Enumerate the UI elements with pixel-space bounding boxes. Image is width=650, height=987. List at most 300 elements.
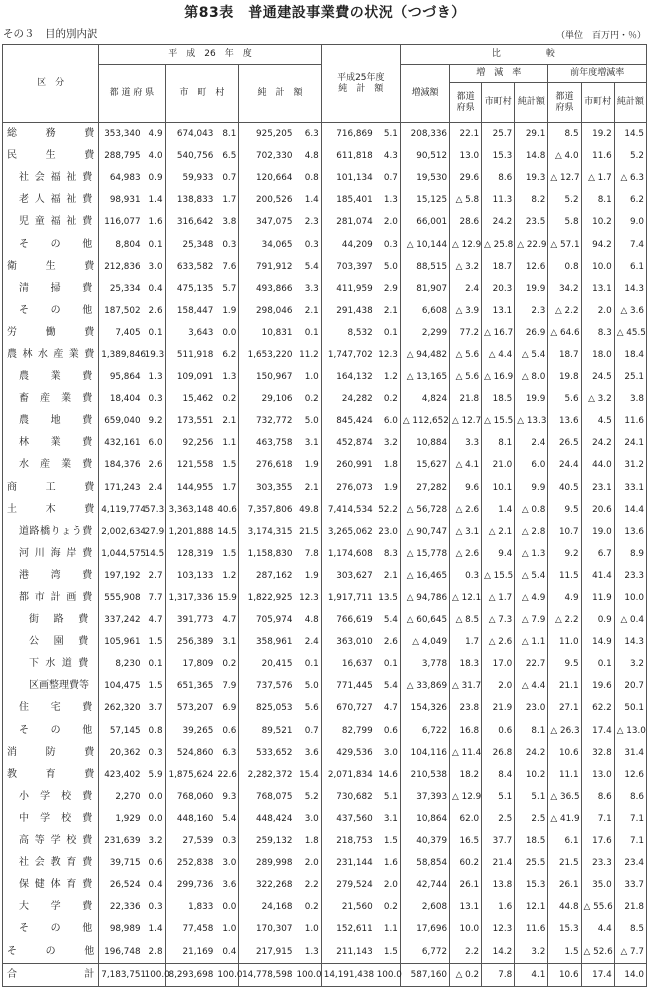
cell: 0.1 — [294, 653, 321, 675]
cell: 3,174,315 — [239, 521, 295, 543]
cell: 3.6 — [294, 742, 321, 764]
cell: 0.2 — [294, 896, 321, 918]
cell: 1,875,624 — [165, 764, 215, 786]
cell: 17,696 — [400, 918, 449, 940]
cell: 1.2 — [375, 366, 401, 388]
cell: 705,974 — [239, 609, 295, 631]
cell: 18,404 — [99, 388, 143, 410]
cell: 2.5 — [515, 808, 548, 830]
table-row — [3, 963, 647, 986]
cell: 411,959 — [321, 278, 374, 300]
cell: 26.1 — [548, 874, 581, 896]
cell: 3.7 — [143, 697, 165, 719]
cell: 19.0 — [581, 521, 614, 543]
cell: △ 5.6 — [450, 344, 482, 366]
cell: 6.1 — [614, 256, 646, 278]
cell: 77.2 — [450, 322, 482, 344]
cell: 21.8 — [450, 388, 482, 410]
cell: 13.0 — [581, 764, 614, 786]
cell: 33.7 — [614, 874, 646, 896]
cell: 4.9 — [143, 123, 165, 146]
cell: 2.4 — [515, 432, 548, 454]
cell: 90,512 — [400, 145, 449, 167]
cell: 276,073 — [321, 477, 374, 499]
cell: 475,135 — [165, 278, 215, 300]
cell: 6,772 — [400, 940, 449, 963]
row-label: 社会教育費 — [3, 852, 99, 874]
cell: 66,001 — [400, 211, 449, 233]
cell: 14.5 — [215, 521, 239, 543]
cell: 766,619 — [321, 609, 374, 631]
cell: 29.6 — [450, 167, 482, 189]
cell: 1.8 — [294, 830, 321, 852]
cell: 3.2 — [375, 432, 401, 454]
cell: 100.0 — [375, 963, 401, 986]
cell: 1.1 — [215, 432, 239, 454]
cell: 11.2 — [294, 344, 321, 366]
cell: 845,424 — [321, 410, 374, 432]
cell: 2.1 — [375, 300, 401, 322]
row-label: 教 育 費 — [3, 764, 99, 786]
cell: 4.4 — [581, 918, 614, 940]
row-label: 民 生 費 — [3, 145, 99, 167]
cell: 0.6 — [215, 720, 239, 742]
cell: 13.6 — [614, 521, 646, 543]
cell: 3,265,062 — [321, 521, 374, 543]
cell: 8,804 — [99, 233, 143, 255]
cell: 1.4 — [294, 189, 321, 211]
cell: 287,162 — [239, 565, 295, 587]
row-label: 河川海岸費 — [3, 543, 99, 565]
cell: 10.2 — [581, 211, 614, 233]
cell: 11.9 — [581, 587, 614, 609]
cell: 3.2 — [515, 940, 548, 963]
cell: 5.4 — [375, 609, 401, 631]
cell: 44.0 — [581, 454, 614, 476]
cell: △ 3.9 — [450, 300, 482, 322]
cell: 0.8 — [294, 167, 321, 189]
table-row — [3, 786, 647, 808]
cell: 16.5 — [450, 830, 482, 852]
cell: 1.5 — [375, 940, 401, 963]
cell: 7.1 — [581, 808, 614, 830]
cell: △ 4.4 — [482, 344, 515, 366]
cell: 3.3 — [450, 432, 482, 454]
cell: 23.0 — [515, 697, 548, 719]
cell: 2.4 — [143, 477, 165, 499]
cell: △ 0.4 — [614, 609, 646, 631]
cell: 358,961 — [239, 631, 295, 653]
cell: 0.2 — [215, 653, 239, 675]
cell: 18.5 — [515, 830, 548, 852]
cell: 6.5 — [215, 145, 239, 167]
header-fy26: 平 成 26 年 度 — [99, 45, 321, 65]
cell: 1.5 — [143, 631, 165, 653]
cell: 6.0 — [515, 454, 548, 476]
cell: 1,158,830 — [239, 543, 295, 565]
cell: 702,330 — [239, 145, 295, 167]
cell: 2.6 — [143, 300, 165, 322]
row-label: 住 宅 費 — [3, 697, 99, 719]
cell: 573,207 — [165, 697, 215, 719]
cell: 8.6 — [581, 786, 614, 808]
cell: 27,282 — [400, 477, 449, 499]
cell: 5.1 — [482, 786, 515, 808]
cell: 611,818 — [321, 145, 374, 167]
header-muni: 市 町 村 — [165, 65, 239, 123]
cell: 13.1 — [450, 896, 482, 918]
cell: 1,653,220 — [239, 344, 295, 366]
cell: 23.1 — [581, 477, 614, 499]
header-net: 純 計 額 — [239, 65, 321, 123]
cell: 0.3 — [294, 233, 321, 255]
cell: 4.0 — [143, 145, 165, 167]
cell: 8.4 — [482, 764, 515, 786]
cell: 17.6 — [581, 830, 614, 852]
table-row — [3, 388, 647, 410]
cell: △ 112,652 — [400, 410, 449, 432]
cell: 1.7 — [450, 631, 482, 653]
cell: 9.0 — [614, 211, 646, 233]
cell: 98,931 — [99, 189, 143, 211]
cell: 1,044,575 — [99, 543, 143, 565]
cell: 14.4 — [614, 499, 646, 521]
cell: 13.8 — [482, 874, 515, 896]
cell: △ 57.1 — [548, 233, 581, 255]
cell: 1.6 — [482, 896, 515, 918]
cell: 0.1 — [143, 653, 165, 675]
row-label: そ の 他 — [3, 233, 99, 255]
cell: 8.3 — [581, 322, 614, 344]
cell: 3.2 — [143, 830, 165, 852]
cell: 4.1 — [515, 963, 548, 986]
cell: 0.6 — [375, 720, 401, 742]
cell: 703,397 — [321, 256, 374, 278]
cell: 716,869 — [321, 123, 374, 146]
table-row — [3, 123, 647, 146]
cell: 20.6 — [581, 499, 614, 521]
cell: 14.3 — [614, 631, 646, 653]
cell: 288,795 — [99, 145, 143, 167]
cell: 14,191,438 — [321, 963, 374, 986]
row-label: そ の 他 — [3, 300, 99, 322]
cell: 6,722 — [400, 720, 449, 742]
cell: 8.5 — [548, 123, 581, 146]
cell: 170,307 — [239, 918, 295, 940]
cell: 210,538 — [400, 764, 449, 786]
cell: 34.2 — [548, 278, 581, 300]
cell: 17.4 — [581, 720, 614, 742]
cell: 289,998 — [239, 852, 295, 874]
cell: 1,389,846 — [99, 344, 143, 366]
cell: 2.1 — [294, 477, 321, 499]
cell: △ 55.6 — [581, 896, 614, 918]
cell: 322,268 — [239, 874, 295, 896]
cell: △ 11.4 — [450, 742, 482, 764]
row-label: 港 湾 費 — [3, 565, 99, 587]
cell: 8,230 — [99, 653, 143, 675]
cell: 5.1 — [515, 786, 548, 808]
cell: 6.0 — [375, 410, 401, 432]
cell: △ 3.2 — [581, 388, 614, 410]
cell: 0.2 — [294, 388, 321, 410]
cell: 2.7 — [143, 565, 165, 587]
cell: 19.3 — [143, 344, 165, 366]
cell: 20,362 — [99, 742, 143, 764]
cell: 121,558 — [165, 454, 215, 476]
cell: △ 4.4 — [515, 675, 548, 697]
cell: 88,515 — [400, 256, 449, 278]
cell: 81,907 — [400, 278, 449, 300]
cell: 0.7 — [215, 167, 239, 189]
cell: 2.4 — [294, 631, 321, 653]
cell: 14.5 — [143, 543, 165, 565]
cell: 4.7 — [215, 609, 239, 631]
cell: 674,043 — [165, 123, 215, 146]
row-label: 下水道費 — [3, 653, 99, 675]
cell: 21.8 — [614, 896, 646, 918]
cell: 3,778 — [400, 653, 449, 675]
cell: 0.3 — [450, 565, 482, 587]
cell: 2.1 — [375, 565, 401, 587]
cell: △ 15.5 — [482, 410, 515, 432]
cell: 0.9 — [143, 167, 165, 189]
cell: 298,046 — [239, 300, 295, 322]
cell: 279,524 — [321, 874, 374, 896]
cell: △ 8.5 — [450, 609, 482, 631]
cell: △ 12.9 — [450, 233, 482, 255]
cell: △ 1.7 — [581, 167, 614, 189]
cell: 2,608 — [400, 896, 449, 918]
cell: 3.0 — [294, 808, 321, 830]
cell: 21.9 — [482, 697, 515, 719]
cell: 100.0 — [143, 963, 165, 986]
cell: 15,627 — [400, 454, 449, 476]
cell: 26.5 — [548, 432, 581, 454]
table-row — [3, 145, 647, 167]
cell: 14.9 — [581, 631, 614, 653]
cell: 7.8 — [482, 963, 515, 986]
cell: 18.2 — [450, 764, 482, 786]
cell: 0.2 — [215, 388, 239, 410]
cell: 1,822,925 — [239, 587, 295, 609]
cell: 1.8 — [375, 454, 401, 476]
header-change-rate: 増 減 率 — [450, 65, 548, 83]
cell: 2.3 — [515, 300, 548, 322]
cell: 13.1 — [482, 300, 515, 322]
cell: 0.6 — [143, 852, 165, 874]
cell: 200,526 — [239, 189, 295, 211]
cell: 144,955 — [165, 477, 215, 499]
cell: 60.2 — [450, 852, 482, 874]
cell: 5.7 — [215, 278, 239, 300]
cell: 27,539 — [165, 830, 215, 852]
cell: 18.7 — [548, 344, 581, 366]
cell: 20,415 — [239, 653, 295, 675]
cell: 1.6 — [375, 852, 401, 874]
cell: △ 4.1 — [450, 454, 482, 476]
cell: 10.1 — [482, 477, 515, 499]
cell: △ 1.3 — [515, 543, 548, 565]
cell: 0.9 — [581, 609, 614, 631]
cell: 0.2 — [375, 388, 401, 410]
cell: 260,991 — [321, 454, 374, 476]
table-row — [3, 366, 647, 388]
cell: 18.4 — [614, 344, 646, 366]
cell: 768,060 — [165, 786, 215, 808]
cell: 12.6 — [515, 256, 548, 278]
cell: 24.5 — [581, 366, 614, 388]
cell: 16.8 — [450, 720, 482, 742]
cell: △ 4.0 — [548, 145, 581, 167]
cell: 10.7 — [548, 521, 581, 543]
cell: 14.5 — [614, 123, 646, 146]
cell: 20.7 — [614, 675, 646, 697]
cell: 3.1 — [215, 631, 239, 653]
cell: 1.5 — [548, 940, 581, 963]
cell: 3.1 — [375, 808, 401, 830]
cell: 10.0 — [614, 587, 646, 609]
cell: 22.6 — [215, 764, 239, 786]
table-row — [3, 410, 647, 432]
cell: △ 33,869 — [400, 675, 449, 697]
cell: 1,317,336 — [165, 587, 215, 609]
cell: △ 2.8 — [515, 521, 548, 543]
cell: 7.4 — [614, 233, 646, 255]
data-table — [2, 44, 647, 987]
cell: △ 5.8 — [450, 189, 482, 211]
cell: 1.9 — [215, 300, 239, 322]
row-label: 合 計 — [3, 963, 99, 986]
table-row — [3, 874, 647, 896]
cell: 737,576 — [239, 675, 295, 697]
cell: 171,243 — [99, 477, 143, 499]
cell: 25.5 — [515, 852, 548, 874]
cell: 6.0 — [143, 432, 165, 454]
cell: 0.3 — [215, 830, 239, 852]
cell: △ 2.6 — [482, 631, 515, 653]
cell: 825,053 — [239, 697, 295, 719]
cell: 9.6 — [450, 477, 482, 499]
cell: 17,809 — [165, 653, 215, 675]
row-label: 農 業 費 — [3, 366, 99, 388]
cell: △ 41.9 — [548, 808, 581, 830]
cell: 217,915 — [239, 940, 295, 963]
cell: 337,242 — [99, 609, 143, 631]
table-row — [3, 167, 647, 189]
cell: 6.3 — [294, 123, 321, 146]
cell: 187,502 — [99, 300, 143, 322]
cell: 0.7 — [375, 167, 401, 189]
cell: 1,929 — [99, 808, 143, 830]
table-row — [3, 233, 647, 255]
cell: △ 5.6 — [450, 366, 482, 388]
cell: 262,320 — [99, 697, 143, 719]
header-rate-pref: 都道 府県 — [450, 83, 482, 123]
cell: 6.3 — [215, 742, 239, 764]
cell: 57,145 — [99, 720, 143, 742]
cell: 5.4 — [215, 808, 239, 830]
cell: △ 26.3 — [548, 720, 581, 742]
cell: 1.0 — [294, 366, 321, 388]
cell: 8.1 — [215, 123, 239, 146]
cell: 26.1 — [450, 874, 482, 896]
cell: 2.0 — [581, 300, 614, 322]
cell: 15,462 — [165, 388, 215, 410]
cell: 23.4 — [614, 852, 646, 874]
cell: 670,727 — [321, 697, 374, 719]
cell: 21.4 — [482, 852, 515, 874]
table-row — [3, 454, 647, 476]
cell: 7.9 — [215, 675, 239, 697]
cell: △ 90,747 — [400, 521, 449, 543]
cell: 925,205 — [239, 123, 295, 146]
cell: 164,132 — [321, 366, 374, 388]
cell: 21.1 — [548, 675, 581, 697]
cell: △ 25.8 — [482, 233, 515, 255]
table-row — [3, 896, 647, 918]
cell: 21.5 — [548, 852, 581, 874]
cell: 493,866 — [239, 278, 295, 300]
cell: 59,933 — [165, 167, 215, 189]
header-category: 区 分 — [3, 45, 99, 123]
cell: 7,357,806 — [239, 499, 295, 521]
cell: 116,077 — [99, 211, 143, 233]
cell: 8.1 — [515, 720, 548, 742]
table-row — [3, 808, 647, 830]
cell: 1,917,711 — [321, 587, 374, 609]
cell: 10.0 — [450, 918, 482, 940]
cell: 4.7 — [375, 697, 401, 719]
cell: 105,961 — [99, 631, 143, 653]
cell: 17.0 — [482, 653, 515, 675]
header-fy25: 平成25年度 純 計 額 — [321, 45, 400, 123]
cell: 7.1 — [614, 808, 646, 830]
cell: 303,627 — [321, 565, 374, 587]
cell: 9.3 — [215, 786, 239, 808]
cell: 10.6 — [548, 963, 581, 986]
cell: 6,608 — [400, 300, 449, 322]
cell: 3.8 — [215, 211, 239, 233]
cell: 3,363,148 — [165, 499, 215, 521]
cell: 11.6 — [614, 410, 646, 432]
cell: 5.0 — [294, 675, 321, 697]
cell: 363,010 — [321, 631, 374, 653]
cell: 347,075 — [239, 211, 295, 233]
row-label: 労 働 費 — [3, 322, 99, 344]
cell: 44,209 — [321, 233, 374, 255]
cell: 2.0 — [482, 675, 515, 697]
cell: 25.1 — [614, 366, 646, 388]
cell: 2.6 — [375, 631, 401, 653]
cell: 2.9 — [375, 278, 401, 300]
cell: 58,854 — [400, 852, 449, 874]
cell: 9.9 — [515, 477, 548, 499]
cell: 5.2 — [294, 786, 321, 808]
cell: 11.6 — [581, 145, 614, 167]
cell: 2.8 — [143, 940, 165, 963]
cell: 23.0 — [375, 521, 401, 543]
row-label: 消 防 費 — [3, 742, 99, 764]
cell: 13.5 — [375, 587, 401, 609]
cell: 256,389 — [165, 631, 215, 653]
table-row — [3, 543, 647, 565]
cell: 24.2 — [515, 742, 548, 764]
cell: 1.3 — [375, 189, 401, 211]
row-label: そ の 他 — [3, 720, 99, 742]
cell: 3.0 — [143, 256, 165, 278]
cell: 29,106 — [239, 388, 295, 410]
